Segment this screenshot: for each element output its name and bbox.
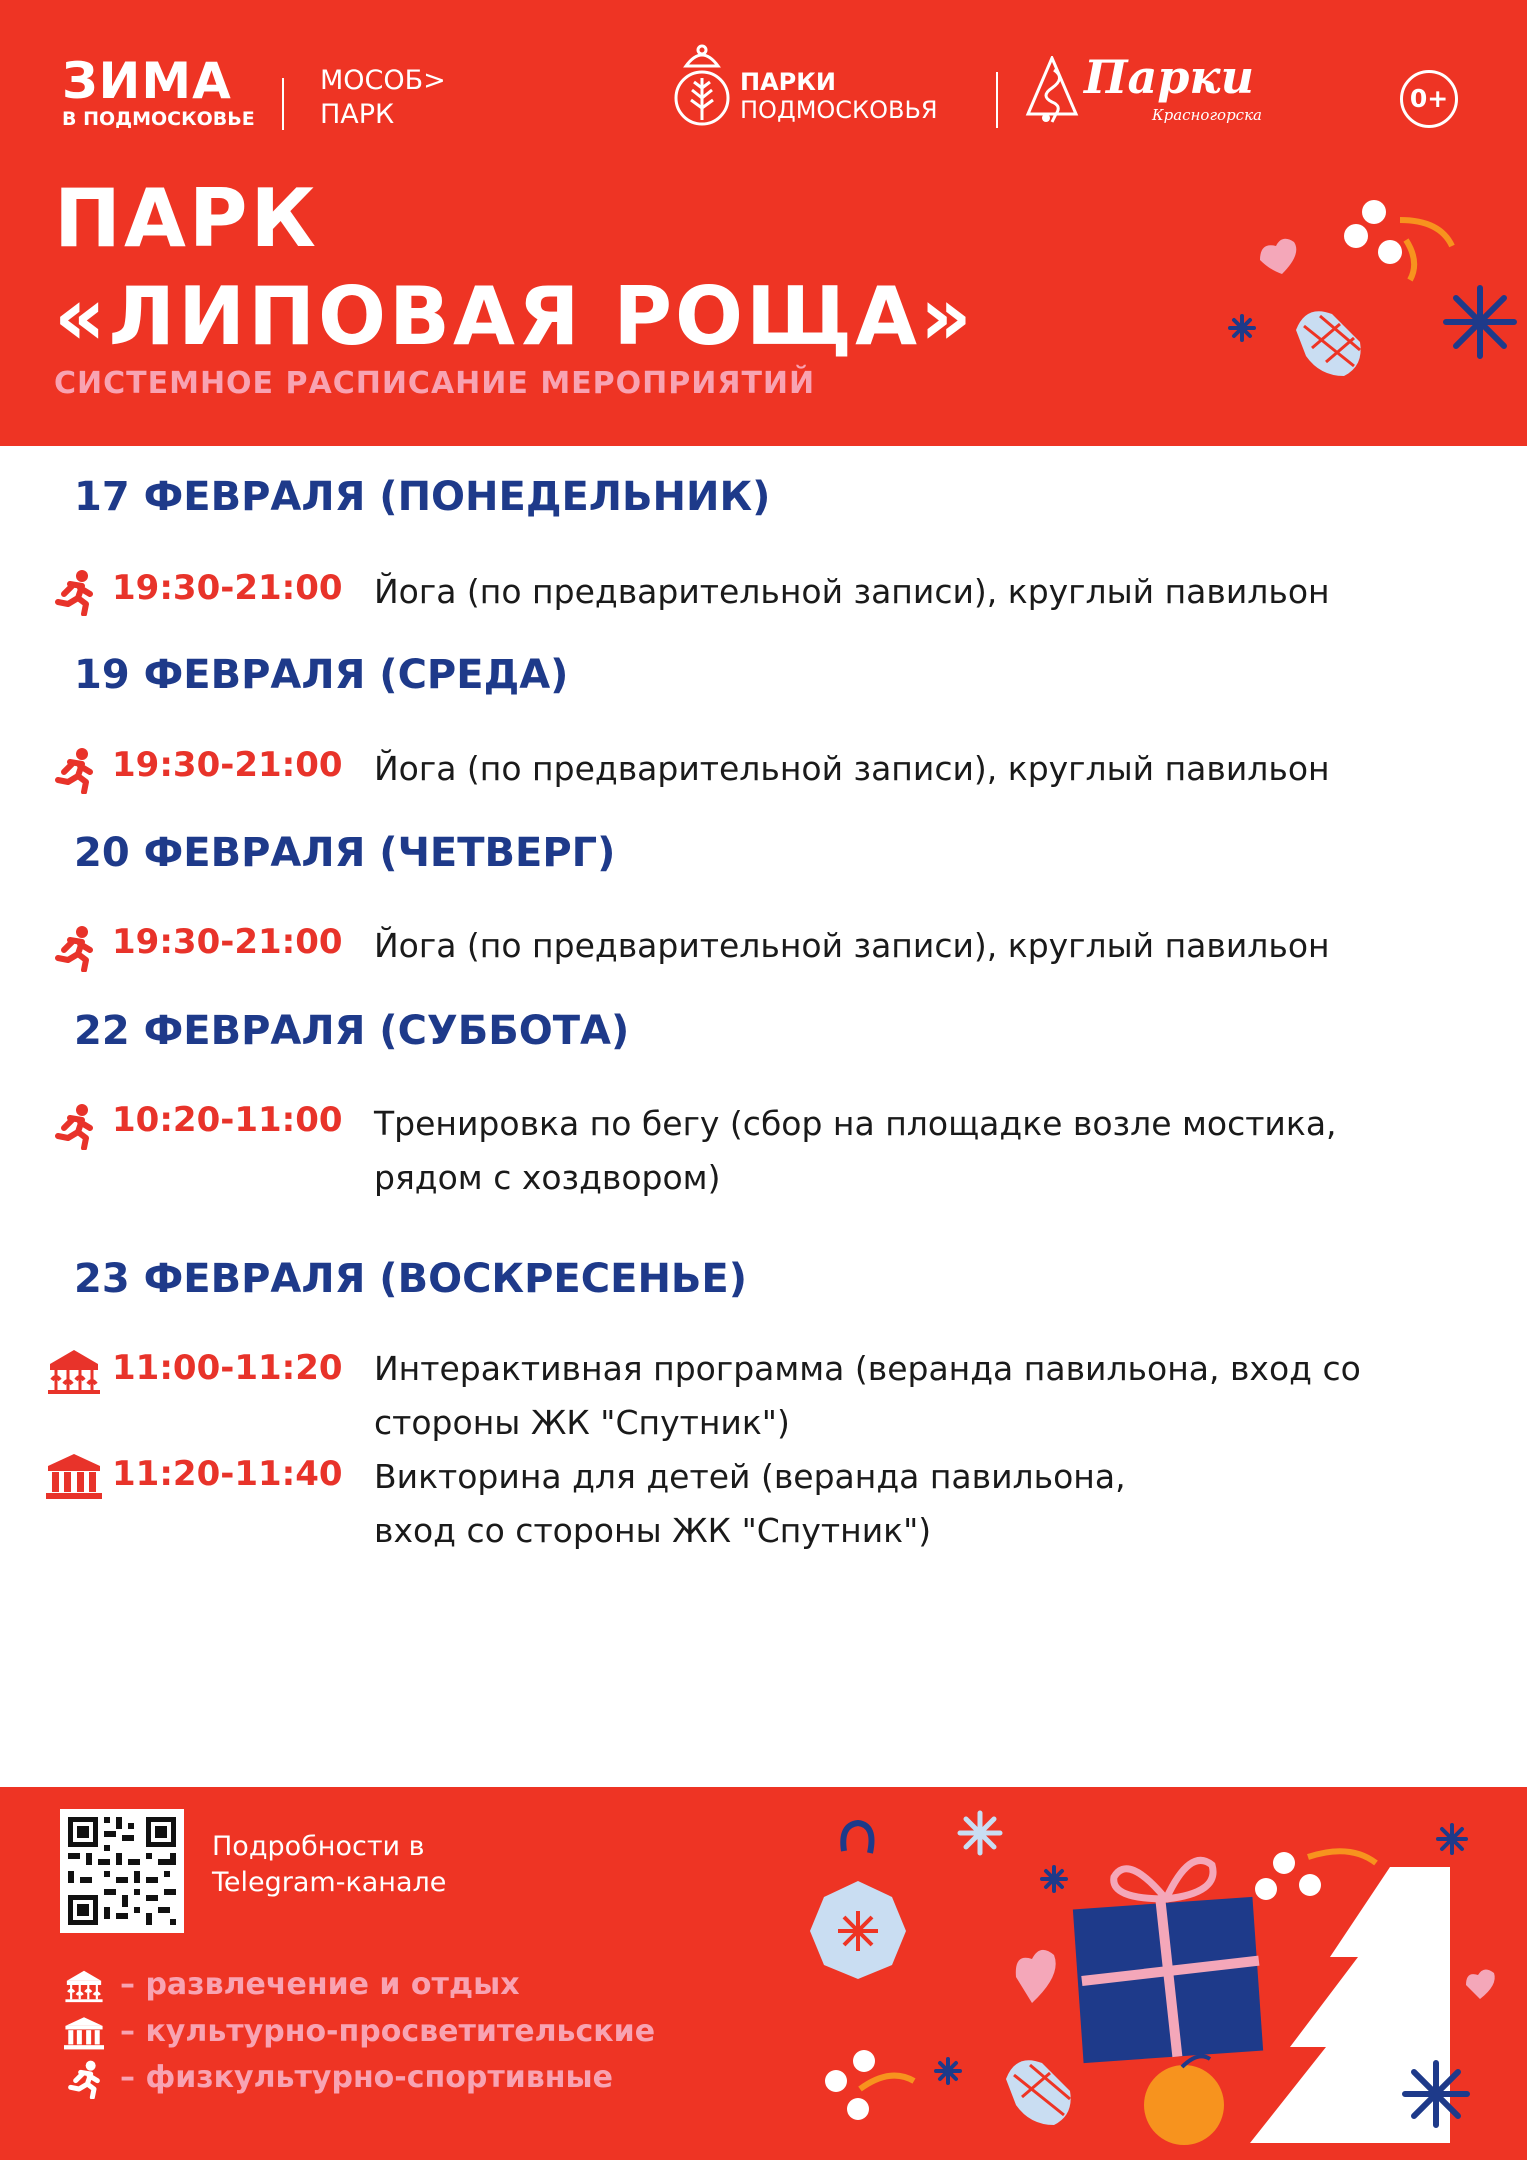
running-person-icon	[50, 746, 98, 794]
snowflake-icon	[1230, 316, 1254, 340]
mosobpark-logo[interactable]	[320, 64, 446, 132]
logo-divider	[282, 78, 284, 130]
snowflake-icon	[1446, 288, 1514, 356]
event-description-line: Интерактивная программа (веранда павильона, вход со	[374, 1349, 1361, 1388]
ornament-ball-icon	[810, 1823, 906, 1979]
gift-box-icon	[1073, 1860, 1265, 2063]
day-heading: 17 ФЕВРАЛЯ (ПОНЕДЕЛЬНИК)	[74, 474, 771, 520]
page-subtitle: СИСТЕМНОЕ РАСПИСАНИЕ МЕРОПРИЯТИЙ	[54, 366, 816, 401]
winter-decoration-cluster	[1220, 180, 1520, 410]
treble-clef-tree-icon	[1022, 56, 1082, 126]
event-description: Йога (по предварительной записи), круглый павильон	[374, 572, 1330, 611]
mitten-icon	[1296, 311, 1361, 376]
zima-logo-title: ЗИМА	[62, 52, 232, 110]
krasnogorsk-logo-sub: Красногорска	[1152, 106, 1262, 124]
berry-branch-icon	[825, 2050, 914, 2120]
event-description: Йога (по предварительной записи), круглый павильон	[374, 749, 1330, 788]
event-time: 19:30-21:00	[112, 922, 343, 962]
running-person-icon	[50, 1102, 98, 1150]
day-heading: 20 ФЕВРАЛЯ (ЧЕТВЕРГ)	[74, 830, 616, 876]
footer-banner	[0, 1787, 1527, 2160]
heart-icon	[1016, 1950, 1056, 2003]
event-time: 11:20-11:40	[112, 1454, 343, 1494]
event-description-line: рядом с хоздвором)	[374, 1158, 721, 1197]
krasnogorsk-logo-script: Парки	[1084, 50, 1255, 104]
legend-cultural: – культурно-просветительские	[120, 2014, 656, 2049]
day-heading: 23 ФЕВРАЛЯ (ВОСКРЕСЕНЬЕ)	[74, 1256, 748, 1302]
zima-logo-subtitle: В ПОДМОСКОВЬЕ	[62, 108, 255, 130]
parki-logo-line2: ПОДМОСКОВЬЯ	[740, 96, 938, 124]
berry-branch-icon	[1255, 1851, 1376, 1900]
event-description-line: Тренировка по бегу (сбор на площадке возле мостика,	[374, 1104, 1337, 1143]
telegram-details-text	[212, 1829, 446, 1901]
page-title	[54, 170, 975, 366]
parki-logo-text	[740, 68, 938, 124]
christmas-tree-icon	[1250, 1867, 1450, 2143]
footer-decoration-cluster	[810, 1807, 1510, 2157]
title-line-2: «ЛИПОВАЯ РОЩА»	[54, 270, 975, 363]
qr-code[interactable]	[60, 1809, 184, 1933]
snowflake-icon	[960, 1813, 1000, 1853]
day-heading: 19 ФЕВРАЛЯ (СРЕДА)	[74, 652, 569, 698]
orange-fruit-icon	[1144, 2056, 1224, 2145]
snowflake-icon	[1405, 2063, 1467, 2125]
telegram-details-line1: Подробности в	[212, 1831, 425, 1862]
heart-icon	[1260, 239, 1296, 274]
day-heading: 22 ФЕВРАЛЯ (СУББОТА)	[74, 1008, 630, 1054]
berry-branch-icon	[1344, 200, 1452, 280]
event-time: 11:00-11:20	[112, 1348, 343, 1388]
event-description-line: стороны ЖК "Спутник")	[374, 1403, 790, 1442]
mosobpark-logo-line2: ПАРК	[320, 99, 395, 130]
zima-logo[interactable]	[62, 54, 255, 130]
parki-krasnogorska-logo[interactable]	[1022, 50, 1262, 131]
legend-sports: – физкультурно-спортивные	[120, 2060, 613, 2095]
event-time: 19:30-21:00	[112, 745, 343, 785]
telegram-details-line2: Telegram-канале	[212, 1867, 447, 1898]
title-line-1: ПАРК	[54, 172, 319, 265]
museum-icon	[46, 1452, 102, 1500]
running-person-icon	[50, 568, 98, 616]
running-person-icon	[50, 924, 98, 972]
leaf-ornament-icon	[672, 44, 732, 128]
mosobpark-logo-line1: МОСОБ>	[320, 65, 446, 96]
heart-icon	[1466, 1969, 1495, 1999]
event-time: 10:20-11:00	[112, 1100, 343, 1140]
parki-podmoskovya-logo[interactable]	[672, 44, 938, 134]
parki-logo-line1: ПАРКИ	[740, 68, 836, 96]
age-rating-badge: 0+	[1400, 70, 1458, 128]
event-description-line: вход со стороны ЖК "Спутник")	[374, 1511, 932, 1550]
event-description: Йога (по предварительной записи), круглый павильон	[374, 926, 1330, 965]
header-banner	[0, 0, 1527, 446]
event-time: 19:30-21:00	[112, 568, 343, 608]
event-description-line: Викторина для детей (веранда павильона,	[374, 1457, 1126, 1496]
logo-divider	[996, 72, 998, 128]
legend-entertainment: – развлечение и отдых	[120, 1967, 520, 2002]
museum-icon	[64, 2013, 104, 2053]
mitten-icon	[1006, 2060, 1071, 2125]
running-person-icon	[64, 2059, 104, 2099]
carousel-icon	[46, 1346, 102, 1394]
carousel-icon	[64, 1965, 104, 2005]
